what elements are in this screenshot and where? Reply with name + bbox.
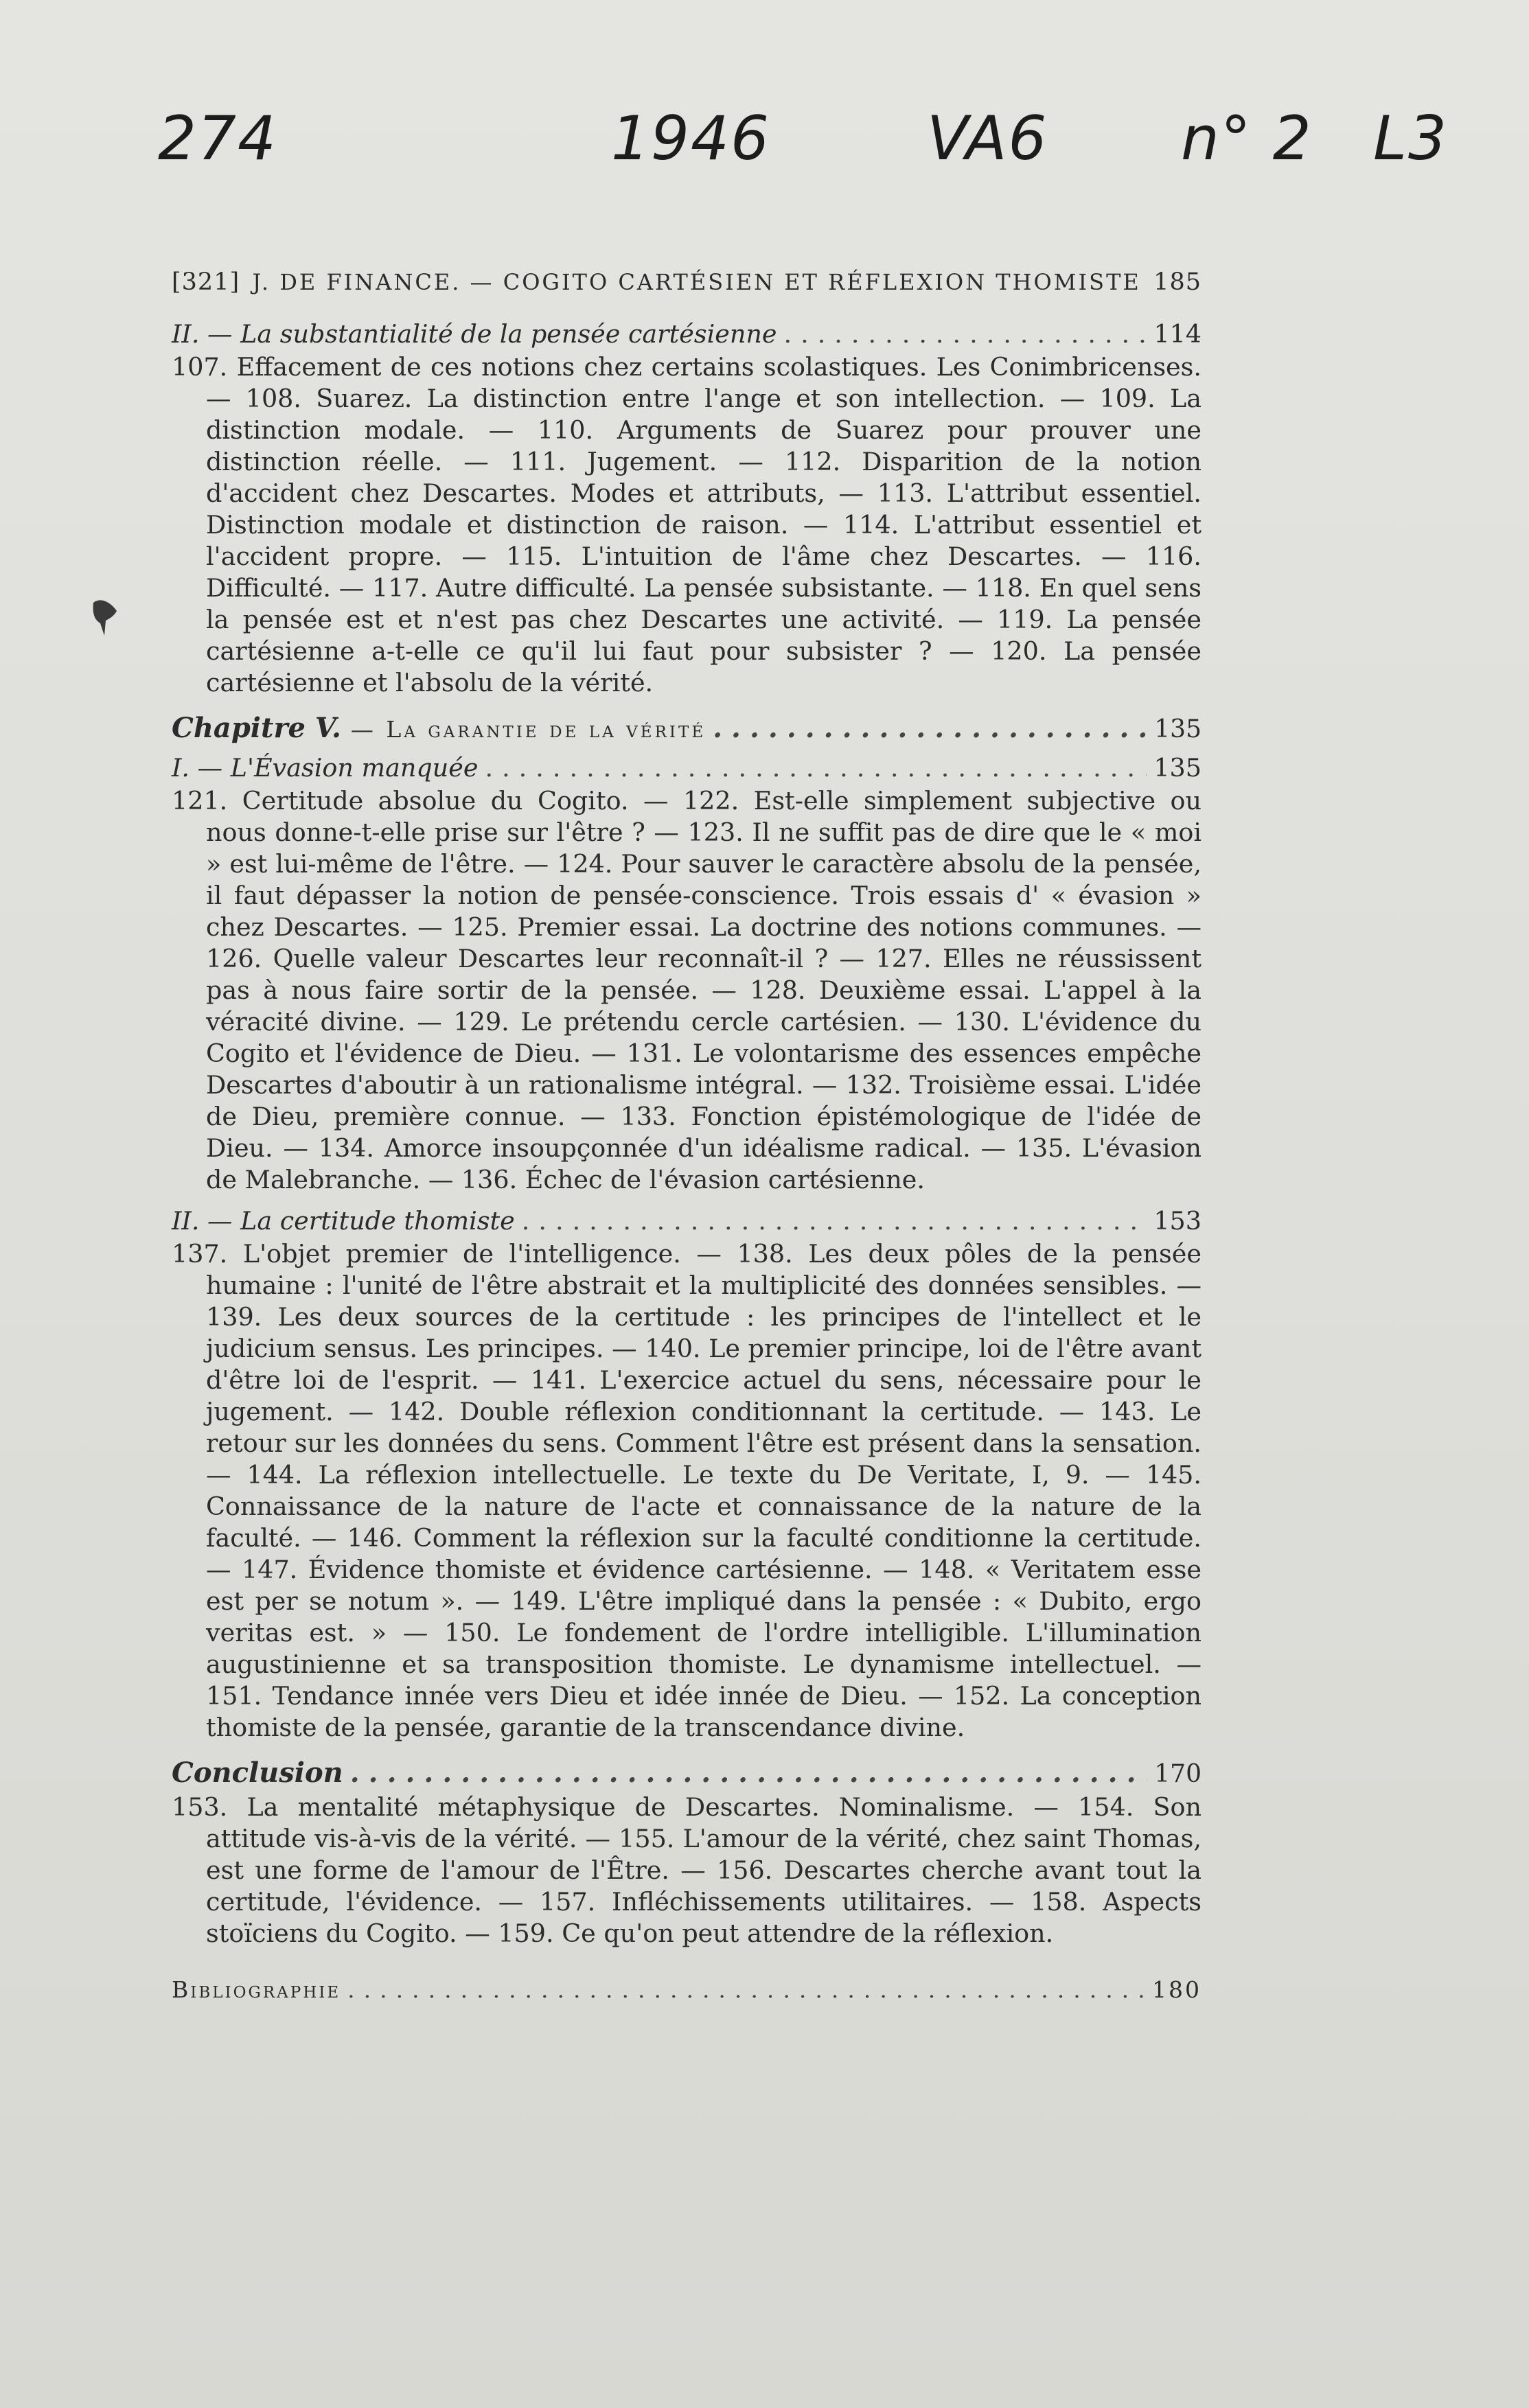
toc-entry-chapter xyxy=(172,713,1202,745)
running-head-ref: [321] xyxy=(172,268,240,296)
toc-entry-bibliography xyxy=(172,1974,1202,2006)
page-number: 170 xyxy=(1154,1760,1202,1788)
page-number: 114 xyxy=(1153,319,1202,349)
hand-note-c: VA6 xyxy=(927,103,1048,174)
summary-paragraph: 121. Certitude absolue du Cogito. — 122. Est-elle simplement subjective ou nous donne-t-elle prise sur l'être ? — 123. Il ne suffit pas de dire que le « moi » est lui-même de l'être. — 124. Pour sauver le caractère absolu de la pensée, il faut dépasser la notion de pensée-conscience. Trois essais d' « évasion » chez Descartes. — 125. Premier essai. La doctrine des notions communes. — 126. Quelle valeur Descartes leur reconnaît-il ? — 127. Elles ne réussissent pas à nous faire sortir de la pensée. — 128. Deuxième essai. L'appel à la véracité divine. — 129. Le prétendu cercle cartésien. — 130. L'évidence du Cogito et l'évidence de Dieu. — 131. Le volontarisme des essences empêche Descartes d'aboutir à un rationalisme intégral. — 132. Troisième essai. L'idée de Dieu, première connue. — 133. Fonction épistémologique de l'idée de Dieu. — 134. Amorce insoupçonnée d'un idéalisme radical. — 135. L'évasion de Malebranche. — 136. Échec de l'évasion cartésienne. xyxy=(172,786,1202,1194)
summary-paragraph: 137. L'objet premier de l'intelligence. — 138. Les deux pôles de la pensée humaine : l'unité de l'être abstrait et la multiplicité des données sensibles. — 139. Les deux sources de la certitude : les principes de l'intellect et le judicium sensus. Les principes. — 140. Le premier principe, loi de l'être avant d'être loi de l'esprit. — 141. L'exercice actuel du sens, nécessaire pour le jugement. — 142. Double réflexion conditionnant la certitude. — 143. Le retour sur les données du sens. Comment l'être est présent dans la sensation. — 144. La réflexion intellectuelle. Le texte du De Veritate, I, 9. — 145. Connaissance de la nature de l'acte et connaissance de la nature de la faculté. — 146. Comment la réflexion sur la faculté conditionne la certitude. — 147. Évidence thomiste et évidence cartésienne. — 148. « Veritatem esse est per se notum ». — 149. L'être impliqué dans la pensée : « Dubito, ergo veritas est. » — 150. Le fondement de l'ordre intelligible. L'illumination augustinienne et sa transposition thomiste. Le dynamisme intellectuel. — 151. Tendance innée vers Dieu et idée innée de Dieu. — 152. La conception thomiste de la pensée, garantie de la transcendance divine. xyxy=(172,1239,1202,1742)
leader-dots xyxy=(350,1757,1148,1789)
leader-dots xyxy=(522,1205,1147,1237)
chapter-title: — La garantie de la vérité xyxy=(350,716,706,743)
page-number: 135 xyxy=(1154,715,1202,743)
toc-entry-section xyxy=(172,752,1202,784)
conclusion-title: Conclusion xyxy=(172,1757,343,1789)
chapter-label: Chapitre V. xyxy=(172,712,341,744)
running-head-title: J. DE FINANCE. — COGITO CARTÉSIEN ET RÉFLEXION THOMISTE xyxy=(252,269,1141,295)
leader-dots xyxy=(347,1974,1145,2006)
summary-paragraph: 153. La mentalité métaphysique de Descartes. Nominalisme. — 154. Son attitude vis-à-vis de la vérité. — 155. L'amour de la vérité, chez saint Thomas, est une forme de l'amour de l'Être. — 156. Descartes cherche avant tout la certitude, l'évidence. — 157. Infléchissements utilitaires. — 158. Aspects stoïciens du Cogito. — 159. Ce qu'on peut attendre de la réflexion. xyxy=(172,1792,1202,1948)
summary-paragraph: 107. Effacement de ces notions chez certains scolastiques. Les Conimbricenses. — 108. Suarez. La distinction entre l'ange et son intellection. — 109. La distinction modale. — 110. Arguments de Suarez pour prouver une distinction réelle. — 111. Jugement. — 112. Disparition de la notion d'accident chez Descartes. Modes et attributs, — 113. L'attribut essentiel. Distinction modale et distinction de raison. — 114. L'attribut essentiel et l'accident propre. — 115. L'intuition de l'âme chez Descartes. — 116. Difficulté. — 117. Autre difficulté. La pensée subsistante. — 118. En quel sens la pensée est et n'est pas chez Descartes une activité. — 119. La pensée cartésienne a-t-elle ce qu'il lui faut pour subsister ? — 120. La pensée cartésienne et l'absolu de la vérité. xyxy=(172,352,1202,697)
section-title: I. — L'Évasion manquée xyxy=(172,753,479,783)
toc-entry-section xyxy=(172,319,1202,350)
hand-note-d: n° 2 xyxy=(1181,103,1313,174)
ink-mark-icon xyxy=(89,596,121,637)
running-head-page: 185 xyxy=(1153,268,1202,296)
page-number: 135 xyxy=(1153,753,1202,783)
hand-note-e: L3 xyxy=(1373,103,1449,174)
section-title: II. — La substantialité de la pensée cartésienne xyxy=(172,319,777,349)
leader-dots xyxy=(485,752,1147,784)
hand-note-b: 1946 xyxy=(611,103,770,174)
toc-entry-conclusion xyxy=(172,1757,1202,1790)
leader-dots xyxy=(784,319,1147,350)
hand-note-a: 274 xyxy=(158,103,277,174)
toc-entry-section xyxy=(172,1205,1202,1237)
page-number: 180 xyxy=(1152,1976,1202,2003)
page-number: 153 xyxy=(1153,1206,1202,1236)
running-head xyxy=(172,266,1202,298)
table-of-contents xyxy=(172,266,1202,2006)
bibliography-title: Bibliographie xyxy=(172,1976,341,2003)
leader-dots xyxy=(713,713,1147,744)
section-title: II. — La certitude thomiste xyxy=(172,1206,515,1236)
